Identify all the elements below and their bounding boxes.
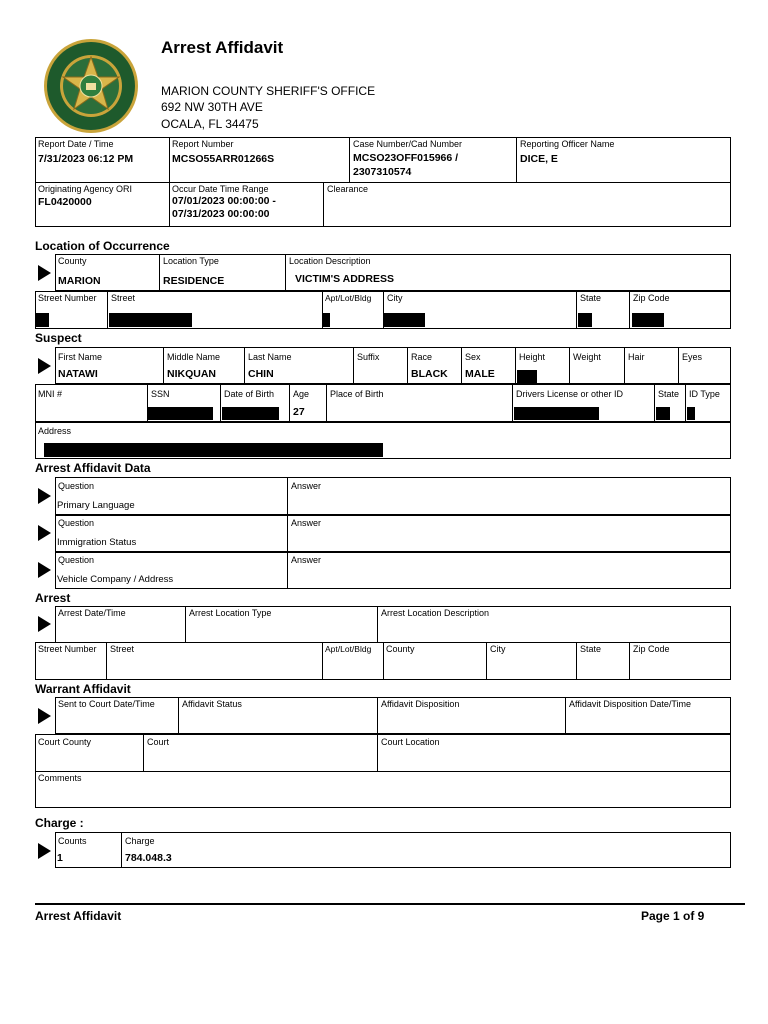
- location-desc-value: VICTIM'S ADDRESS: [295, 273, 394, 285]
- address-label: Address: [38, 426, 72, 436]
- middle-name-label: Middle Name: [167, 352, 221, 362]
- question-text: Vehicle Company / Address: [57, 574, 174, 585]
- case-number-line2: 2307310574: [353, 166, 412, 178]
- redaction-bar: [109, 313, 192, 327]
- warrant-section-title: Warrant Affidavit: [35, 682, 131, 696]
- age-value: 27: [293, 406, 305, 418]
- occur-range-label: Occur Date Time Range: [172, 184, 269, 194]
- question-label: Question: [58, 481, 95, 491]
- state-label: State: [580, 293, 602, 303]
- redaction-bar: [222, 407, 279, 420]
- drivers-license-label: Drivers License or other ID: [516, 389, 624, 399]
- redaction-bar: [148, 407, 213, 420]
- question-row-arrow-icon: [38, 562, 51, 578]
- charge-row-arrow-icon: [38, 843, 51, 859]
- question-row: [55, 515, 731, 552]
- hair-label: Hair: [628, 352, 645, 362]
- case-number-line1: MCSO23OFF015966 /: [353, 152, 459, 164]
- question-row-arrow-icon: [38, 488, 51, 504]
- counts-label: Counts: [58, 836, 87, 846]
- middle-name-value: NIKQUAN: [167, 368, 216, 380]
- ori-label: Originating Agency ORI: [38, 184, 133, 194]
- eyes-label: Eyes: [682, 352, 703, 362]
- first-name-value: NATAWI: [58, 368, 98, 380]
- zip-label: Zip Code: [633, 293, 670, 303]
- arrest-location-desc-label: Arrest Location Description: [381, 608, 490, 618]
- suspect-section-title: Suspect: [35, 331, 82, 345]
- county-label: County: [58, 256, 87, 266]
- last-name-label: Last Name: [248, 352, 292, 362]
- page-number: Page 1 of 9: [641, 909, 705, 923]
- redaction-bar: [687, 407, 695, 420]
- question-row-arrow-icon: [38, 525, 51, 541]
- affidavit-disposition-date-label: Affidavit Disposition Date/Time: [569, 699, 692, 709]
- occur-range-line2: 07/31/2023 00:00:00: [172, 208, 270, 220]
- question-text: Primary Language: [57, 500, 135, 511]
- arrest-street-number-label: Street Number: [38, 644, 97, 654]
- suffix-label: Suffix: [357, 352, 380, 362]
- arrest-section-title: Arrest: [35, 591, 71, 605]
- clearance-label: Clearance: [327, 184, 369, 194]
- question-text: Immigration Status: [57, 537, 137, 548]
- counts-value: 1: [57, 852, 63, 864]
- street-number-label: Street Number: [38, 293, 97, 303]
- occur-range-line1: 07/01/2023 00:00:00 -: [172, 195, 276, 207]
- city-label: City: [387, 293, 403, 303]
- sex-value: MALE: [465, 368, 495, 380]
- answer-label: Answer: [291, 555, 322, 565]
- redaction-bar: [656, 407, 670, 420]
- arrest-county-label: County: [386, 644, 415, 654]
- comments-row: [35, 771, 731, 808]
- report-date: 7/31/2023 06:12 PM: [38, 153, 134, 165]
- redaction-bar: [323, 313, 330, 327]
- location-desc-label: Location Description: [289, 256, 371, 266]
- location-type-value: RESIDENCE: [163, 275, 225, 287]
- arrest-zip-label: Zip Code: [633, 644, 670, 654]
- officer-name: DICE, E: [520, 153, 558, 165]
- court-label: Court: [147, 737, 170, 747]
- suspect-row-arrow-icon: [38, 358, 51, 374]
- redaction-bar: [514, 407, 599, 420]
- id-type-label: ID Type: [689, 389, 720, 399]
- page-title: Arrest Affidavit: [161, 38, 284, 57]
- charge-label: Charge: [125, 836, 155, 846]
- answer-label: Answer: [291, 481, 322, 491]
- question-label: Question: [58, 555, 95, 565]
- weight-label: Weight: [573, 352, 601, 362]
- location-row-arrow-icon: [38, 265, 51, 281]
- height-label: Height: [519, 352, 546, 362]
- question-row: [55, 477, 731, 515]
- agency-name: MARION COUNTY SHERIFF'S OFFICE: [161, 84, 376, 98]
- location-type-label: Location Type: [163, 256, 219, 266]
- street-label: Street: [111, 293, 136, 303]
- affidavit-status-label: Affidavit Status: [182, 699, 242, 709]
- court-county-label: Court County: [38, 737, 92, 747]
- charge-section-title: Charge :: [35, 816, 84, 830]
- warrant-row-arrow-icon: [38, 708, 51, 724]
- affidavit-disposition-label: Affidavit Disposition: [381, 699, 460, 709]
- arrest-row-arrow-icon: [38, 616, 51, 632]
- arrest-state-label: State: [580, 644, 602, 654]
- agency-address-line2: OCALA, FL 34475: [161, 117, 259, 131]
- agency-address-line1: 692 NW 30TH AVE: [161, 100, 263, 114]
- arrest-city-label: City: [490, 644, 506, 654]
- dob-label: Date of Birth: [224, 389, 275, 399]
- charge-value: 784.048.3: [125, 852, 172, 864]
- redaction-bar: [44, 443, 383, 457]
- sent-to-court-label: Sent to Court Date/Time: [58, 699, 155, 709]
- sheriff-seal: [42, 37, 140, 135]
- race-value: BLACK: [411, 368, 448, 380]
- redaction-bar: [632, 313, 664, 327]
- ssn-label: SSN: [151, 389, 170, 399]
- arrest-apt-label: Apt/Lot/Bldg: [325, 644, 372, 654]
- answer-label: Answer: [291, 518, 322, 528]
- question-label: Question: [58, 518, 95, 528]
- location-section-title: Location of Occurrence: [35, 239, 170, 253]
- court-location-label: Court Location: [381, 737, 440, 747]
- age-label: Age: [293, 389, 310, 399]
- arrest-location-type-label: Arrest Location Type: [189, 608, 272, 618]
- redaction-bar: [384, 313, 425, 327]
- last-name-value: CHIN: [248, 368, 274, 380]
- comments-label: Comments: [38, 773, 82, 783]
- id-state-label: State: [658, 389, 680, 399]
- case-number-label: Case Number/Cad Number: [353, 139, 463, 149]
- footer-rule: [35, 903, 745, 905]
- ori-value: FL0420000: [38, 196, 92, 208]
- report-date-label: Report Date / Time: [38, 139, 114, 149]
- first-name-label: First Name: [58, 352, 103, 362]
- apt-label: Apt/Lot/Bldg: [325, 293, 372, 303]
- footer-title: Arrest Affidavit: [35, 909, 122, 923]
- report-number: MCSO55ARR01266S: [172, 153, 275, 165]
- mni-label: MNI #: [38, 389, 63, 399]
- arrest-date-label: Arrest Date/Time: [58, 608, 126, 618]
- county-value: MARION: [58, 275, 101, 287]
- arrest-street-label: Street: [110, 644, 135, 654]
- report-number-label: Report Number: [172, 139, 234, 149]
- redaction-bar: [36, 313, 49, 327]
- redaction-bar: [578, 313, 592, 327]
- redaction-bar: [517, 370, 537, 383]
- affidavit-data-section-title: Arrest Affidavit Data: [35, 461, 151, 475]
- place-of-birth-label: Place of Birth: [330, 389, 384, 399]
- race-label: Race: [411, 352, 433, 362]
- officer-label: Reporting Officer Name: [520, 139, 615, 149]
- sex-label: Sex: [465, 352, 481, 362]
